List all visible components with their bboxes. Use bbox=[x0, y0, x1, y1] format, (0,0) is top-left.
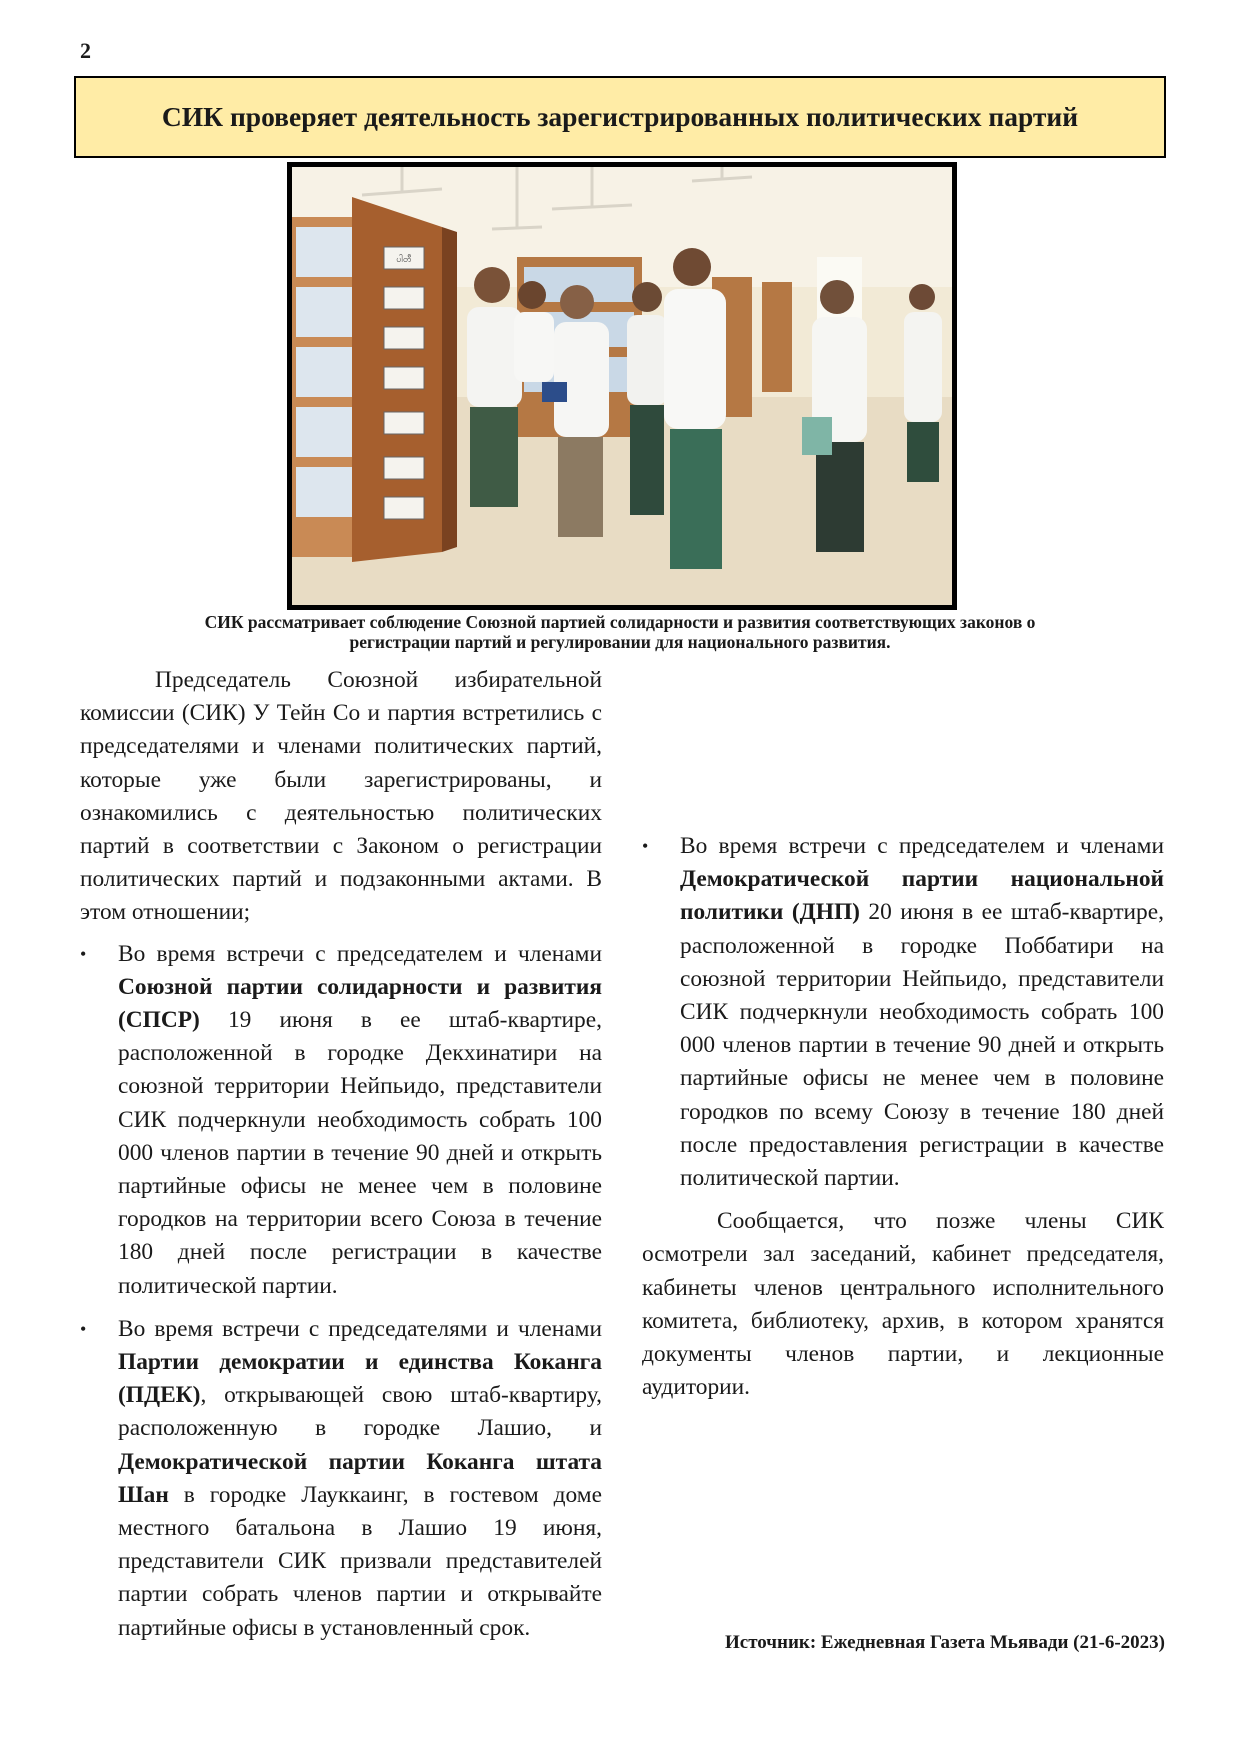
caption-line-2: регистрации партий и регулировании для национального развития. bbox=[349, 632, 891, 652]
party-name-uspd: Союзной партии солидарности и развития (СПСР) bbox=[118, 973, 602, 1034]
source-credit: Источник: Ежедневная Газета Мьявади (21-6-2023) bbox=[725, 1632, 1165, 1653]
bullet-marker: • bbox=[80, 943, 87, 964]
photo-caption bbox=[100, 612, 1140, 652]
meeting-text: 20 июня в ее штаб-квартире, расположенной в городке Поббатири на союзной территории Нейпьидо, представители СИК подчеркнули необходимость собрать 100 000 членов партии в течение 90 дней и открыть партийные офисы не менее чем в половине городков по всему Союзу в течение 180 дней после предоставления регистрации в качестве политической партии. bbox=[680, 899, 1164, 1192]
article-column-right bbox=[642, 664, 1164, 1404]
meeting-text: 19 июня в ее штаб-квартире, расположенной в городке Декхинатири на союзной территории Нейпьидо, представители СИК подчеркнули необходимость собрать 100 000 членов партии в течение 90 дней и открыть партийные офисы не менее чем в половине городков на территории всего Союза в течение 180 дней после регистрации в качестве политической партии. bbox=[118, 1007, 602, 1299]
meeting-text: Во время встречи с председателем и членами bbox=[118, 940, 602, 967]
headline: СИК проверяет деятельность зарегистрированных политических партий bbox=[161, 101, 1079, 132]
spacer bbox=[80, 1303, 602, 1313]
news-photo bbox=[287, 162, 957, 610]
meeting-item-kokang bbox=[80, 1313, 602, 1641]
party-name-pdek: Партии демократии и единства Коканга (ПДЕК) bbox=[118, 1349, 602, 1409]
shelf-label: ပါတီ bbox=[396, 255, 412, 265]
bullet-marker: • bbox=[642, 836, 649, 856]
party-name-kokang-shan: Демократической партии Коканга штата Шан bbox=[118, 1448, 602, 1508]
meeting-list bbox=[80, 938, 602, 1641]
page-number: 2 bbox=[80, 38, 91, 63]
meeting-text: , открывающей свою штаб-квартиру, расположенную в городке Лашио, и bbox=[118, 1382, 602, 1442]
bullet-marker: • bbox=[80, 1318, 87, 1339]
article-column-left bbox=[80, 664, 602, 1641]
meeting-list-continued bbox=[642, 830, 1164, 1195]
party-name-dnp: Демократической партии национальной политики (ДНП) bbox=[680, 866, 1164, 926]
meeting-text: в городке Лауккаинг, в гостевом доме местного батальона в Лашио 19 июня, представители СИК призвали представителей партии собрать членов партии и открывайте партийные офисы в установленный срок. bbox=[118, 1481, 602, 1641]
meeting-text: Во время встречи с председателем и членами bbox=[680, 833, 1164, 859]
caption-line-1: СИК рассматривает соблюдение Союзной партией солидарности и развития соответствующих законов о bbox=[204, 612, 1036, 632]
meeting-item-dnp bbox=[642, 830, 1164, 1195]
article-closing: Сообщается, что позже члены СИК осмотрели зал заседаний, кабинет председателя, кабинеты членов центрального исполнительного комитета, библиотеку, архив, в котором хранятся документы членов партии, и лекционные аудитории. bbox=[642, 1208, 1164, 1401]
meeting-text: Во время встречи с председателями и членами bbox=[118, 1315, 602, 1342]
article-intro: Председатель Союзной избирательной комиссии (СИК) У Тейн Со и партия встретились с председателями и членами политических партий, которые уже были зарегистрированы, и ознакомились с деятельностью политических партий в соответствии с Законом о регистрации политических партий и подзаконными актами. В этом отношении; bbox=[80, 667, 602, 926]
meeting-item-uspd bbox=[80, 938, 602, 1303]
headline-box bbox=[74, 76, 1166, 158]
photo-illustration bbox=[292, 167, 952, 605]
